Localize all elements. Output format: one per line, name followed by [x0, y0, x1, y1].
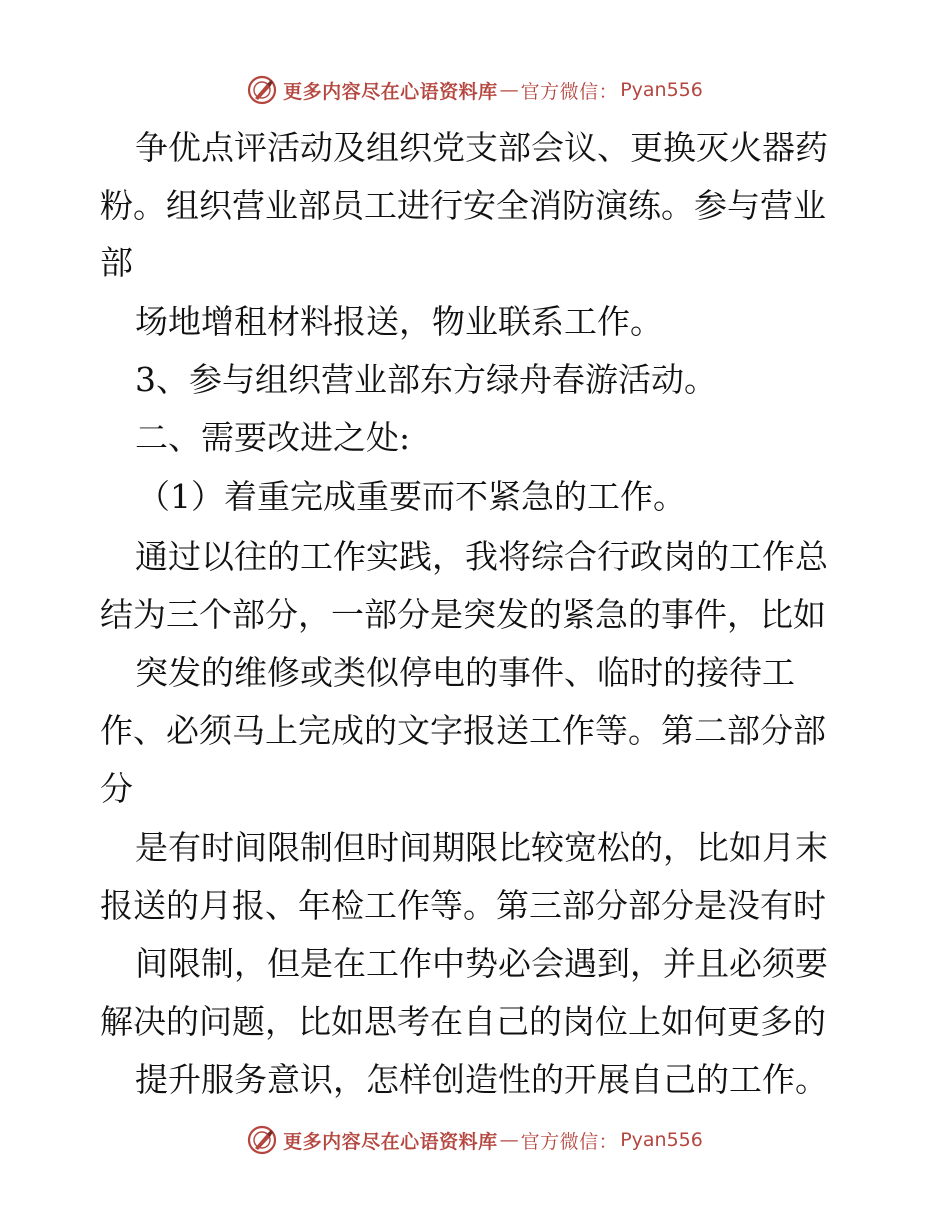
watermark-dash: —	[499, 1129, 519, 1151]
text-line: 提升服务意识，怎样创造性的开展自己的工作。	[135, 1060, 828, 1099]
text-line: 3、参与组织营业部东方绿舟春游活动。	[135, 360, 717, 399]
watermark-main-text: 更多内容尽在心语资料库	[283, 80, 498, 103]
text-line: 场地增租材料报送，物业联系工作。	[135, 302, 663, 341]
text-line: 是有时间限制但时间期限比较宽松的，比如月末	[135, 828, 828, 867]
text-line: 间限制，但是在工作中势必会遇到，并且必须要	[135, 944, 828, 983]
watermark-wechat-id: Pyan556	[620, 79, 703, 101]
text-line: 作、必须马上完成的文字报送工作等。第二部分部	[100, 711, 826, 750]
watermark-sub-text: 官方微信：	[520, 1130, 619, 1153]
text-line: 突发的维修或类似停电的事件、临时的接待工	[135, 653, 795, 692]
text-line: 结为三个部分，一部分是突发的紧急的事件，比如	[100, 595, 826, 634]
text-line: 通过以往的工作实践，我将综合行政岗的工作总	[135, 537, 828, 576]
text-line: 粉。组织营业部员工进行安全消防演练。参与营业	[100, 186, 826, 225]
pen-circle-icon	[247, 1125, 277, 1155]
watermark-wechat-id: Pyan556	[620, 1129, 703, 1151]
text-line: 争优点评活动及组织党支部会议、更换灭火器药	[135, 128, 828, 167]
text-line: （1）着重完成重要而不紧急的工作。	[137, 477, 686, 516]
watermark-dash: —	[499, 79, 519, 101]
footer-watermark	[0, 1123, 950, 1157]
text-line: 解决的问题，比如思考在自己的岗位上如何更多的	[100, 1002, 826, 1041]
text-line: 二、需要改进之处:	[135, 418, 411, 457]
text-line: 部	[100, 243, 133, 282]
text-line: 报送的月报、年检工作等。第三部分部分是没有时	[100, 886, 826, 925]
text-line: 分	[100, 769, 133, 808]
watermark-main-text: 更多内容尽在心语资料库	[283, 1130, 498, 1153]
watermark-sub-text: 官方微信：	[520, 80, 619, 103]
